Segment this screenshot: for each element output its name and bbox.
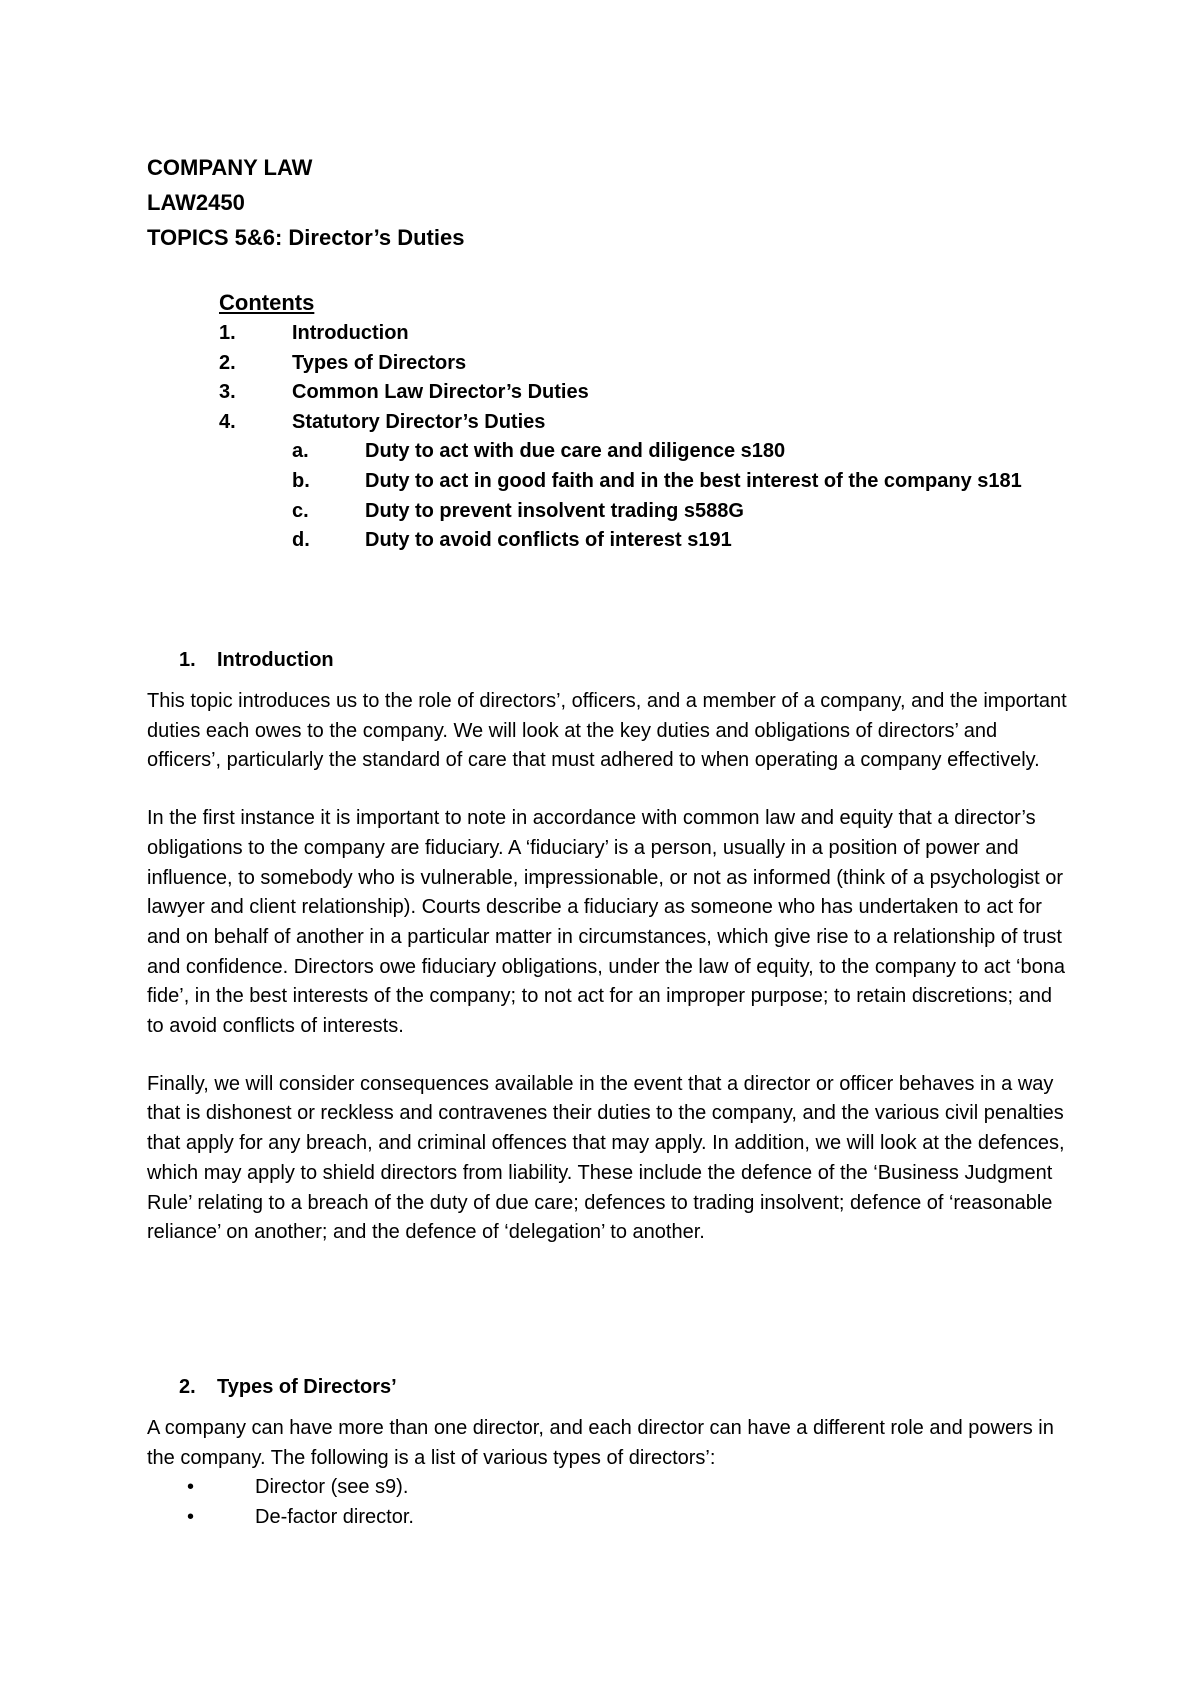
toc-subitem-label: Duty to avoid conflicts of interest s191	[365, 529, 732, 552]
section-number: 2.	[179, 1376, 196, 1398]
section-title: Introduction	[217, 649, 334, 671]
section-title: Types of Directors’	[217, 1376, 397, 1398]
toc-subitem	[219, 467, 1099, 497]
toc-item	[219, 408, 1099, 438]
table-of-contents	[219, 287, 1099, 556]
toc-number: 1.	[219, 322, 236, 344]
paragraph: This topic introduces us to the role of directors’, officers, and a member of a company, and the important duties each owes to the company. We will look at the key duties and obligations of directors’ and officers’, particularly the standard of care that must adhered to when operating a company effectively.	[147, 690, 1067, 772]
course-code: LAW2450	[147, 190, 245, 215]
section-introduction	[147, 645, 1067, 1248]
list-item	[147, 1503, 1067, 1533]
contents-heading: Contents	[219, 290, 315, 315]
toc-item	[219, 349, 1099, 379]
toc-subitem	[219, 526, 1099, 556]
toc-subitem-label: Duty to prevent insolvent trading s588G	[365, 499, 744, 522]
topic-title: TOPICS 5&6: Director’s Duties	[147, 225, 465, 250]
bullet-icon: •	[187, 1476, 195, 1499]
paragraph: In the first instance it is important to note in accordance with common law and equity that a director’s obligations to the company are fiduciary. A ‘fiduciary’ is a person, usually in a position of power and influence, to somebody who is vulnerable, impressionable, or not as informed (think of a psychologist or lawyer and client relationship). Courts describe a fiduciary as someone who has undertaken to act for and on behalf of another in a particular matter in circumstances, which give rise to a relationship of trust and confidence. Directors owe fiduciary obligations, under the law of equity, to the company to act ‘bona fide’, in the best interests of the company; to not act for an improper purpose; to retain discretions; and to avoid conflicts of interests.	[147, 807, 1065, 1038]
document-header	[147, 150, 464, 255]
paragraph: A company can have more than one director, and each director can have a different role and powers in the company. The following is a list of various types of directors’:	[147, 1417, 1054, 1469]
toc-item	[219, 319, 1099, 349]
section-number: 1.	[179, 649, 196, 671]
toc-subitem-label: Duty to act in good faith and in the best interest of the company s181	[365, 469, 1022, 492]
bullet-list	[147, 1473, 1067, 1532]
toc-number: 3.	[219, 381, 236, 404]
section-heading	[147, 1372, 1067, 1402]
toc-number: 4.	[219, 410, 236, 433]
toc-subitem	[219, 437, 1099, 467]
course-title: COMPANY LAW	[147, 155, 313, 180]
section-types-of-directors	[147, 1372, 1067, 1533]
section-heading	[147, 645, 1067, 675]
list-item-text: Director (see s9).	[255, 1476, 409, 1499]
toc-label: Introduction	[292, 322, 409, 344]
list-item-text: De-factor director.	[255, 1506, 414, 1529]
toc-item	[219, 378, 1099, 408]
toc-subitem-letter: c.	[292, 499, 309, 522]
paragraph: Finally, we will consider consequences available in the event that a director or officer behaves in a way that is dishonest or reckless and contravenes their duties to the company, and the various civil penalties that apply for any breach, and criminal offences that may apply. In addition, we will look at the defences, which may apply to shield directors from liability. These include the defence of the ‘Business Judgment Rule’ relating to a breach of the duty of due care; defences to trading insolvent; defence of ‘reasonable reliance’ on another; and the defence of ‘delegation’ to another.	[147, 1072, 1065, 1244]
list-item	[147, 1473, 1067, 1503]
toc-subitem-letter: d.	[292, 529, 310, 552]
toc-label: Statutory Director’s Duties	[292, 410, 546, 433]
toc-number: 2.	[219, 351, 236, 374]
toc-label: Common Law Director’s Duties	[292, 381, 589, 404]
toc-subitem-letter: a.	[292, 440, 309, 463]
bullet-icon: •	[187, 1506, 195, 1529]
toc-subitem	[219, 497, 1099, 527]
toc-subitem-letter: b.	[292, 469, 310, 492]
toc-label: Types of Directors	[292, 351, 467, 374]
toc-subitem-label: Duty to act with due care and diligence s180	[365, 440, 786, 463]
